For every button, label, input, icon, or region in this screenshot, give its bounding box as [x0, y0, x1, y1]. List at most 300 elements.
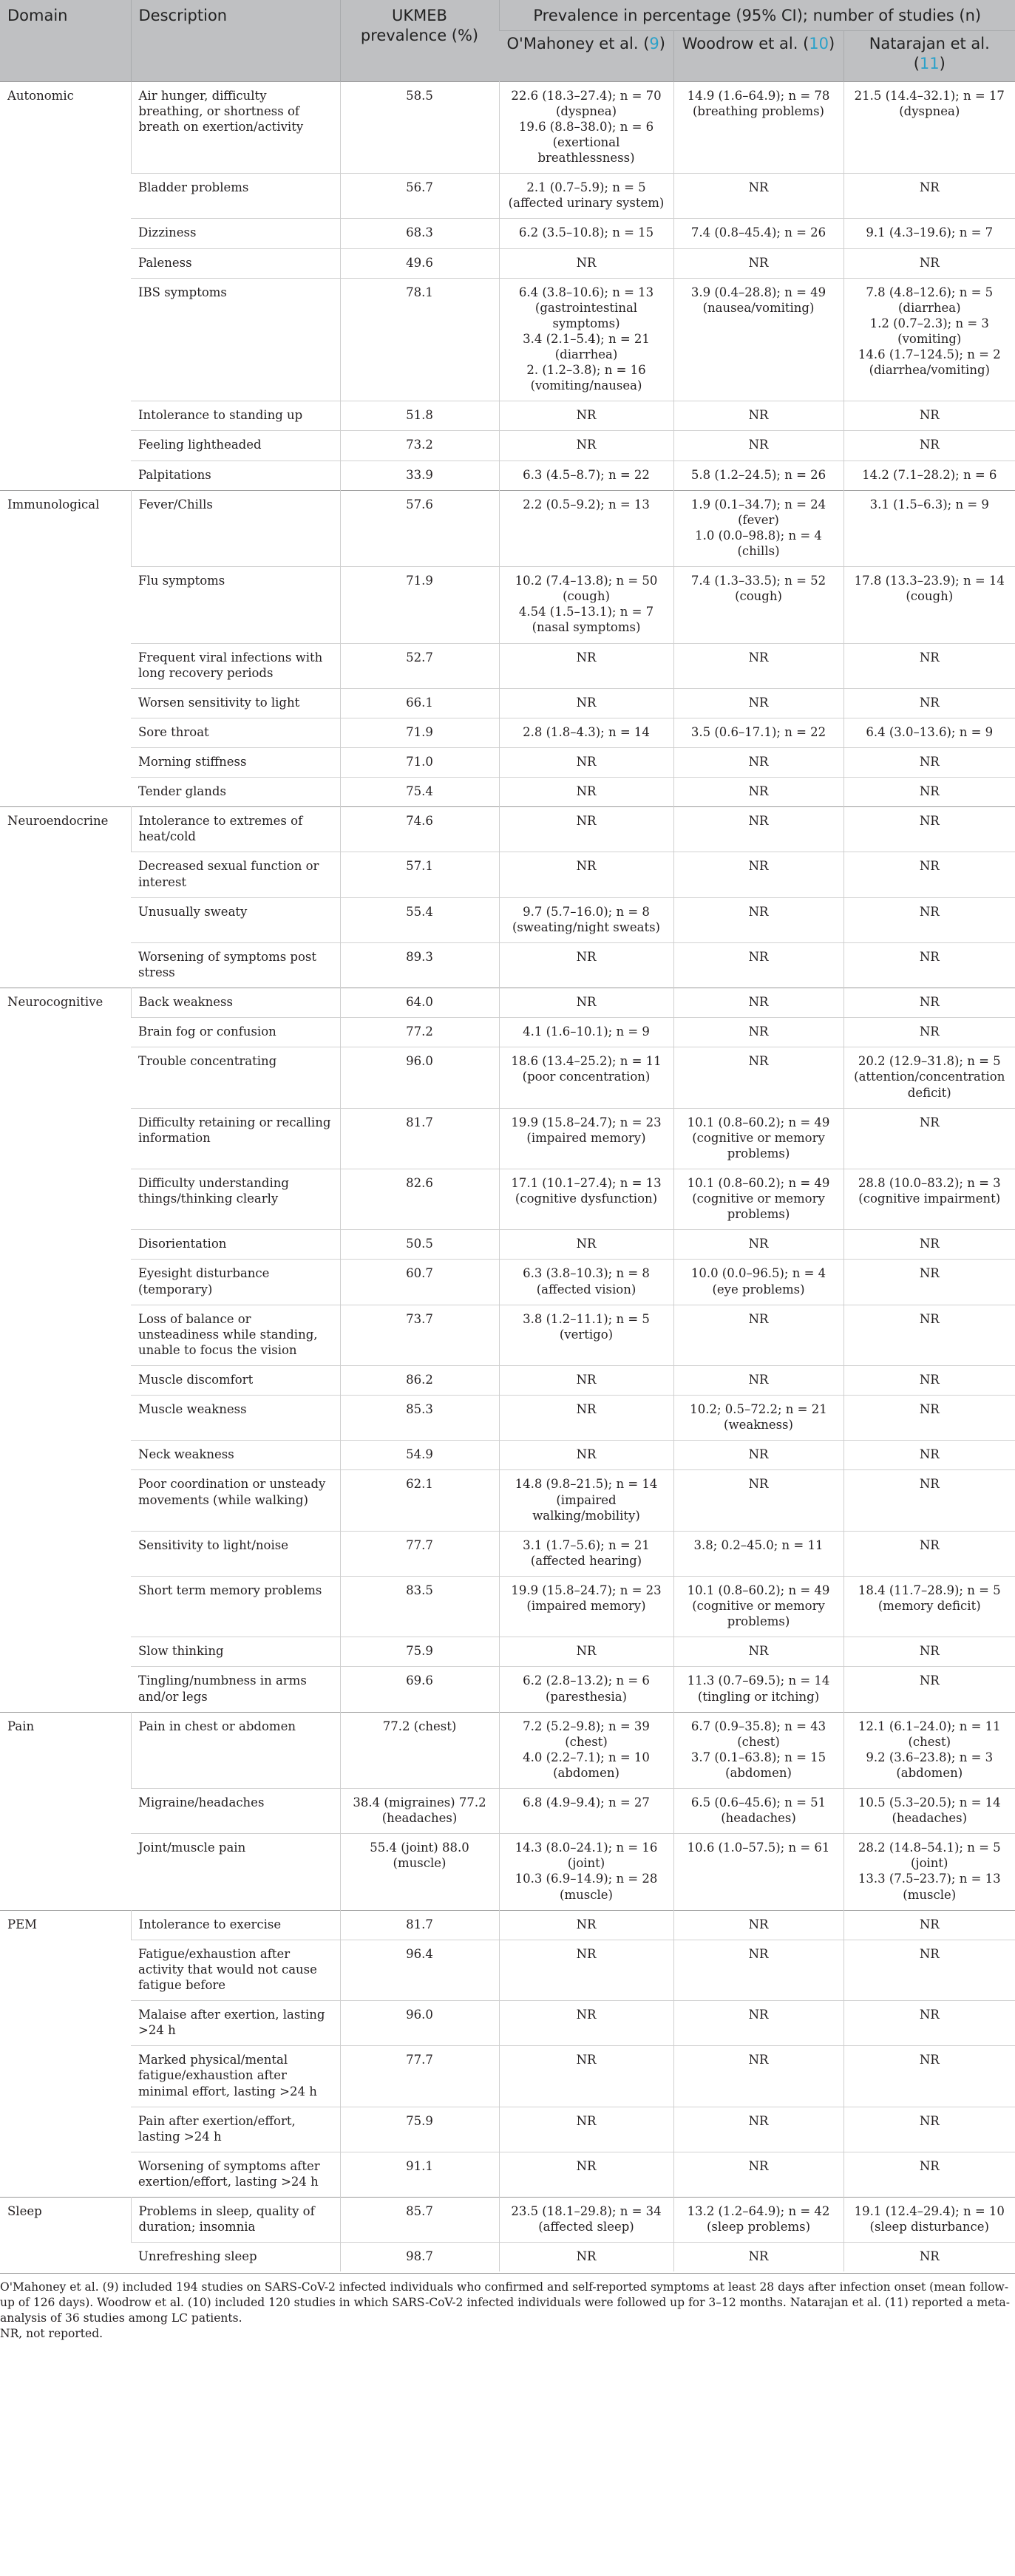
omahoney-value: NR — [576, 1237, 597, 1251]
description-cell: Bladder problems — [138, 180, 249, 195]
description-cell: Pain after exertion/effort, lasting >24 h — [138, 2113, 296, 2144]
natarajan-cell — [843, 2198, 1015, 2243]
description-cell: Worsening of symptoms post stress — [138, 949, 317, 979]
natarajan-value: 12.1 (6.1–24.0); n = 11 (chest) — [858, 1719, 1001, 1749]
ukmeb-cell: 71.9 — [340, 718, 499, 747]
table-row — [0, 1531, 1015, 1576]
omahoney-cell — [499, 897, 673, 942]
woodrow-cell — [673, 1047, 843, 1108]
woodrow-value: NR — [748, 859, 769, 874]
omahoney-value: 6.8 (4.9–9.4); n = 27 — [523, 1795, 650, 1810]
description-cell: Air hunger, difficulty breathing, or shortness of breath on exertion/activity — [131, 81, 340, 174]
omahoney-value: NR — [576, 859, 597, 874]
omahoney-value: 6.2 (3.5–10.8); n = 15 — [518, 225, 654, 240]
table-row — [0, 778, 1015, 807]
woodrow-cell — [673, 1169, 843, 1229]
ukmeb-cell: 98.7 — [340, 2243, 499, 2272]
natarajan-cell — [843, 1470, 1015, 1531]
woodrow-value: NR — [748, 784, 769, 799]
omahoney-cell — [499, 248, 673, 278]
ukmeb-cell: 78.1 — [340, 278, 499, 401]
omahoney-value: 10.2 (7.4–13.8); n = 50 (cough) — [515, 574, 658, 604]
ukmeb-cell: 77.7 — [340, 1531, 499, 1576]
woodrow-value: NR — [748, 1054, 769, 1069]
ukmeb-cell: 75.4 — [340, 778, 499, 807]
description-cell: Worsening of symptoms after exertion/effort, lasting >24 h — [138, 2158, 320, 2189]
woodrow-cell — [673, 1396, 843, 1441]
omahoney-value: NR — [576, 650, 597, 665]
natarajan-cell — [843, 1576, 1015, 1637]
omahoney-cell — [499, 81, 673, 174]
ukmeb-cell: 52.7 — [340, 643, 499, 688]
ukmeb-cell: 69.6 — [340, 1667, 499, 1712]
omahoney-value: 3.1 (1.7–5.6); n = 21 (affected hearing) — [523, 1537, 650, 1568]
table-row — [0, 1576, 1015, 1637]
omahoney-value: 4.54 (1.5–13.1); n = 7 (nasal symptoms) — [518, 605, 654, 635]
domain-cell: Immunological — [7, 497, 100, 512]
natarajan-value: NR — [919, 1447, 940, 1462]
ukmeb-cell: 68.3 — [340, 219, 499, 248]
description-cell: Unrefreshing sleep — [138, 2249, 257, 2264]
natarajan-cell — [843, 461, 1015, 490]
table-row — [0, 1910, 1015, 1940]
ukmeb-cell: 49.6 — [340, 248, 499, 278]
ukmeb-cell: 96.4 — [340, 1940, 499, 2000]
natarajan-value: 19.1 (12.4–29.4); n = 10 (sleep disturbance) — [854, 2204, 1005, 2235]
description-cell: IBS symptoms — [138, 285, 227, 299]
omahoney-value: 6.4 (3.8–10.6); n = 13 (gastrointestinal symptoms) — [518, 285, 654, 330]
natarajan-value: NR — [919, 1402, 940, 1417]
omahoney-cell — [499, 1260, 673, 1305]
woodrow-cell — [673, 1230, 843, 1260]
omahoney-cell — [499, 567, 673, 643]
omahoney-cell — [499, 942, 673, 988]
omahoney-value: 17.1 (10.1–27.4); n = 13 (cognitive dysfunction) — [511, 1175, 662, 1206]
table-row — [0, 1305, 1015, 1365]
woodrow-cell — [673, 1531, 843, 1576]
description-cell: Pain in chest or abdomen — [131, 1712, 340, 1788]
omahoney-cell — [499, 278, 673, 401]
natarajan-cell — [843, 1230, 1015, 1260]
natarajan-value: 14.2 (7.1–28.2); n = 6 — [862, 467, 997, 482]
ukmeb-cell: 89.3 — [340, 942, 499, 988]
woodrow-value: NR — [748, 949, 769, 964]
woodrow-cell — [673, 1940, 843, 2000]
table-row — [0, 490, 1015, 566]
description-cell: Tender glands — [138, 784, 226, 799]
natarajan-cell — [843, 1396, 1015, 1441]
table-row — [0, 248, 1015, 278]
ukmeb-cell: 55.4 — [340, 897, 499, 942]
description-cell: Dizziness — [138, 225, 197, 240]
omahoney-value: NR — [576, 1917, 597, 1931]
woodrow-cell — [673, 1576, 843, 1637]
description-cell: Feeling lightheaded — [138, 438, 262, 452]
natarajan-value: 9.1 (4.3–19.6); n = 7 — [866, 225, 994, 240]
woodrow-cell — [673, 1637, 843, 1667]
woodrow-cell — [673, 1712, 843, 1788]
ukmeb-cell: 77.7 — [340, 2046, 499, 2107]
ref-link[interactable]: 9 — [649, 34, 659, 52]
omahoney-value: 14.3 (8.0–24.1); n = 16 (joint) — [515, 1841, 658, 1871]
omahoney-value: 6.2 (2.8–13.2); n = 6 (paresthesia) — [523, 1673, 650, 1704]
table-row — [0, 174, 1015, 219]
description-cell: Neck weakness — [138, 1447, 234, 1462]
woodrow-cell — [673, 2198, 843, 2243]
description-cell: Intolerance to exercise — [131, 1910, 340, 1940]
ukmeb-cell: 71.9 — [340, 567, 499, 643]
description-cell: Difficulty understanding things/thinking clearly — [138, 1175, 289, 1206]
natarajan-value: NR — [919, 1917, 940, 1931]
woodrow-value: NR — [748, 438, 769, 452]
table-row — [0, 897, 1015, 942]
table-row — [0, 1230, 1015, 1260]
omahoney-value: 7.2 (5.2–9.8); n = 39 (chest) — [523, 1719, 650, 1749]
woodrow-value: 11.3 (0.7–69.5); n = 14 (tingling or itching) — [687, 1673, 830, 1704]
woodrow-value: NR — [748, 695, 769, 710]
omahoney-value: 2.8 (1.8–4.3); n = 14 — [523, 724, 650, 739]
ukmeb-cell: 54.9 — [340, 1441, 499, 1470]
natarajan-value: NR — [919, 255, 940, 270]
description-cell: Eyesight disturbance (temporary) — [138, 1266, 270, 1297]
omahoney-cell — [499, 1441, 673, 1470]
ukmeb-cell: 64.0 — [340, 988, 499, 1018]
woodrow-value: 1.0 (0.0–98.8); n = 4 (chills) — [695, 528, 822, 559]
natarajan-value: NR — [919, 1237, 940, 1251]
woodrow-value: 10.1 (0.8–60.2); n = 49 (cognitive or memory problems) — [687, 1583, 830, 1629]
ukmeb-cell: 73.7 — [340, 1305, 499, 1365]
woodrow-value: NR — [748, 1311, 769, 1326]
natarajan-value: NR — [919, 2249, 940, 2264]
description-cell: Short term memory problems — [138, 1583, 322, 1597]
header-natarajan: Natarajan et al. (11) — [843, 30, 1015, 81]
ukmeb-cell: 58.5 — [340, 81, 499, 174]
natarajan-value: NR — [919, 1372, 940, 1387]
description-cell: Muscle discomfort — [138, 1372, 254, 1387]
omahoney-cell — [499, 852, 673, 897]
woodrow-cell — [673, 1789, 843, 1834]
ukmeb-cell: 77.2 (chest) — [340, 1712, 499, 1788]
description-cell: Paleness — [138, 255, 192, 270]
omahoney-cell — [499, 2152, 673, 2197]
natarajan-cell — [843, 2001, 1015, 2046]
woodrow-value: 10.0 (0.0–96.5); n = 4 (eye problems) — [690, 1266, 826, 1297]
natarajan-value: NR — [919, 1946, 940, 1961]
omahoney-cell — [499, 1834, 673, 1910]
description-cell: Flu symptoms — [138, 574, 225, 588]
natarajan-cell — [843, 81, 1015, 174]
omahoney-value: 2. (1.2–3.8); n = 16 (vomiting/nausea) — [526, 363, 646, 393]
footnote-studies: O'Mahoney et al. (9) included 194 studies on SARS-CoV-2 infected individuals who confirmed and self-reported symptoms at least 28 days after infection onset (mean follow-up of 126 days). Woodrow et al. (10) included 120 studies in which SARS-CoV-2 infected individuals were followed up for 3–12 months. Natarajan et al. (11) reported a meta-analysis of 36 studies among LC patients. — [0, 2280, 1010, 2325]
woodrow-cell — [673, 174, 843, 219]
natarajan-value: NR — [919, 1311, 940, 1326]
natarajan-value: NR — [919, 2053, 940, 2067]
natarajan-cell — [843, 2243, 1015, 2272]
natarajan-value: NR — [919, 814, 940, 829]
omahoney-cell — [499, 461, 673, 490]
ukmeb-cell: 66.1 — [340, 688, 499, 718]
natarajan-value: NR — [919, 2113, 940, 2128]
natarajan-cell — [843, 1637, 1015, 1667]
omahoney-cell — [499, 1667, 673, 1712]
woodrow-value: NR — [748, 1644, 769, 1659]
omahoney-value: NR — [576, 755, 597, 769]
omahoney-cell — [499, 174, 673, 219]
natarajan-cell — [843, 1365, 1015, 1395]
woodrow-cell — [673, 1260, 843, 1305]
natarajan-cell — [843, 1047, 1015, 1108]
domain-cell: PEM — [7, 1917, 38, 1931]
ukmeb-cell: 81.7 — [340, 1910, 499, 1940]
natarajan-cell — [843, 490, 1015, 566]
woodrow-cell — [673, 2152, 843, 2197]
description-cell: Poor coordination or unsteady movements (while walking) — [138, 1477, 326, 1507]
table-row — [0, 1637, 1015, 1667]
omahoney-value: 2.2 (0.5–9.2); n = 13 — [523, 497, 650, 512]
woodrow-cell — [673, 461, 843, 490]
ukmeb-cell: 62.1 — [340, 1470, 499, 1531]
omahoney-cell — [499, 1230, 673, 1260]
ukmeb-cell: 56.7 — [340, 174, 499, 219]
natarajan-value: NR — [919, 695, 940, 710]
woodrow-value: 3.5 (0.6–17.1); n = 22 — [690, 724, 826, 739]
table-row — [0, 461, 1015, 490]
omahoney-cell — [499, 1169, 673, 1229]
omahoney-value: NR — [576, 784, 597, 799]
description-cell: Disorientation — [138, 1237, 227, 1251]
table-row — [0, 807, 1015, 852]
woodrow-value: NR — [748, 408, 769, 423]
description-cell: Problems in sleep, quality of duration; insomnia — [131, 2198, 340, 2243]
ukmeb-cell: 57.6 — [340, 490, 499, 566]
table-row — [0, 1108, 1015, 1169]
natarajan-cell — [843, 1305, 1015, 1365]
natarajan-cell — [843, 1169, 1015, 1229]
woodrow-value: NR — [748, 2158, 769, 2173]
woodrow-value: 10.6 (1.0–57.5); n = 61 — [687, 1841, 830, 1855]
woodrow-value: 1.9 (0.1–34.7); n = 24 (fever) — [690, 497, 826, 527]
natarajan-cell — [843, 2107, 1015, 2152]
omahoney-value: NR — [576, 995, 597, 1010]
natarajan-value: 6.4 (3.0–13.6); n = 9 — [866, 724, 994, 739]
table-row — [0, 1789, 1015, 1834]
natarajan-value: 9.2 (3.6–23.8); n = 3 (abdomen) — [866, 1750, 994, 1780]
natarajan-value: 17.8 (13.3–23.9); n = 14 (cough) — [854, 574, 1005, 604]
woodrow-value: NR — [748, 180, 769, 195]
woodrow-value: 3.9 (0.4–28.8); n = 49 (nausea/vomiting) — [690, 285, 826, 315]
woodrow-value: 3.7 (0.1–63.8); n = 15 (abdomen) — [690, 1750, 826, 1780]
ukmeb-cell: 57.1 — [340, 852, 499, 897]
description-cell: Trouble concentrating — [138, 1054, 277, 1069]
description-cell: Worsen sensitivity to light — [138, 695, 300, 710]
table-row — [0, 1047, 1015, 1108]
ukmeb-cell: 50.5 — [340, 1230, 499, 1260]
description-cell: Decreased sexual function or interest — [138, 859, 319, 889]
natarajan-value: NR — [919, 755, 940, 769]
natarajan-cell — [843, 278, 1015, 401]
woodrow-value: 7.4 (0.8–45.4); n = 26 — [690, 225, 826, 240]
omahoney-value: NR — [576, 2113, 597, 2128]
table-row — [0, 1712, 1015, 1788]
woodrow-value: NR — [748, 1372, 769, 1387]
natarajan-cell — [843, 219, 1015, 248]
omahoney-value: 10.3 (6.9–14.9); n = 28 (muscle) — [515, 1872, 658, 1902]
natarajan-value: 10.5 (5.3–20.5); n = 14 (headaches) — [858, 1795, 1001, 1826]
omahoney-cell — [499, 2107, 673, 2152]
natarajan-value: NR — [919, 1115, 940, 1129]
table-row — [0, 942, 1015, 988]
natarajan-value: 28.2 (14.8–54.1); n = 5 (joint) — [858, 1841, 1001, 1871]
ukmeb-cell: 71.0 — [340, 748, 499, 778]
omahoney-value: 3.8 (1.2–11.1); n = 5 (vertigo) — [523, 1311, 650, 1342]
omahoney-value: 18.6 (13.4–25.2); n = 11 (poor concentration) — [511, 1054, 662, 1084]
table-row — [0, 1169, 1015, 1229]
domain-cell: Pain — [7, 1719, 35, 1733]
omahoney-value: 6.3 (3.8–10.3); n = 8 (affected vision) — [523, 1266, 650, 1297]
ref-link[interactable]: 10 — [809, 34, 829, 52]
woodrow-value: NR — [748, 1024, 769, 1039]
woodrow-value: NR — [748, 1477, 769, 1492]
natarajan-value: NR — [919, 408, 940, 423]
ukmeb-cell: 91.1 — [340, 2152, 499, 2197]
omahoney-cell — [499, 219, 673, 248]
natarajan-value: NR — [919, 180, 940, 195]
table-row — [0, 1260, 1015, 1305]
ref-link[interactable]: 11 — [919, 54, 940, 72]
omahoney-cell — [499, 778, 673, 807]
natarajan-cell — [843, 1108, 1015, 1169]
woodrow-cell — [673, 2001, 843, 2046]
natarajan-cell — [843, 1667, 1015, 1712]
table-row — [0, 1834, 1015, 1910]
woodrow-value: 10.1 (0.8–60.2); n = 49 (cognitive or memory problems) — [687, 1175, 830, 1222]
omahoney-cell — [499, 1396, 673, 1441]
description-cell: Muscle weakness — [138, 1402, 247, 1417]
table-row — [0, 748, 1015, 778]
header-prevalence: Prevalence in percentage (95% CI); number of studies (n) — [499, 0, 1015, 30]
omahoney-value: 19.9 (15.8–24.7); n = 23 (impaired memory) — [511, 1115, 662, 1145]
omahoney-cell — [499, 490, 673, 566]
natarajan-cell — [843, 1789, 1015, 1834]
natarajan-value: 3.1 (1.5–6.3); n = 9 — [869, 497, 989, 512]
omahoney-value: NR — [576, 1946, 597, 1961]
woodrow-value: NR — [748, 255, 769, 270]
woodrow-value: 5.8 (1.2–24.5); n = 26 — [690, 467, 826, 482]
omahoney-value: 3.4 (2.1–5.4); n = 21 (diarrhea) — [523, 331, 650, 362]
omahoney-value: 22.6 (18.3–27.4); n = 70 (dyspnea) — [511, 88, 662, 118]
natarajan-value: NR — [919, 2158, 940, 2173]
omahoney-value: NR — [576, 1402, 597, 1417]
natarajan-value: 1.2 (0.7–2.3); n = 3 (vomiting) — [869, 316, 989, 346]
header-description: Description — [131, 0, 340, 81]
omahoney-value: 6.3 (4.5–8.7); n = 22 — [523, 467, 650, 482]
description-cell: Brain fog or confusion — [138, 1024, 276, 1039]
table-row — [0, 219, 1015, 248]
omahoney-cell — [499, 1940, 673, 2000]
natarajan-value: 20.2 (12.9–31.8); n = 5 (attention/concentration deficit) — [854, 1054, 1005, 1100]
omahoney-cell — [499, 2198, 673, 2243]
header-woodrow: Woodrow et al. (10) — [673, 30, 843, 81]
domain-cell: Autonomic — [7, 88, 74, 103]
omahoney-cell — [499, 807, 673, 852]
omahoney-value: NR — [576, 1447, 597, 1462]
omahoney-cell — [499, 718, 673, 747]
description-cell: Back weakness — [131, 988, 340, 1018]
omahoney-cell — [499, 401, 673, 431]
omahoney-cell — [499, 2243, 673, 2272]
omahoney-cell — [499, 2001, 673, 2046]
woodrow-value: 6.7 (0.9–35.8); n = 43 (chest) — [690, 1719, 826, 1749]
woodrow-cell — [673, 1834, 843, 1910]
woodrow-value: NR — [748, 2053, 769, 2067]
description-cell: Unusually sweaty — [138, 904, 248, 919]
table-row — [0, 2001, 1015, 2046]
natarajan-cell — [843, 1712, 1015, 1788]
natarajan-value: NR — [919, 784, 940, 799]
omahoney-value: 14.8 (9.8–21.5); n = 14 (impaired walking/mobility) — [515, 1477, 658, 1523]
natarajan-value: NR — [919, 859, 940, 874]
natarajan-cell — [843, 942, 1015, 988]
woodrow-cell — [673, 778, 843, 807]
omahoney-cell — [499, 431, 673, 461]
woodrow-cell — [673, 807, 843, 852]
omahoney-cell — [499, 1108, 673, 1169]
ukmeb-cell: 82.6 — [340, 1169, 499, 1229]
woodrow-cell — [673, 1018, 843, 1047]
natarajan-cell — [843, 778, 1015, 807]
omahoney-cell — [499, 643, 673, 688]
ukmeb-cell: 86.2 — [340, 1365, 499, 1395]
ukmeb-cell: 73.2 — [340, 431, 499, 461]
table-footnotes — [0, 2273, 1015, 2342]
omahoney-cell — [499, 1470, 673, 1531]
ukmeb-cell: 38.4 (migraines) 77.2 (headaches) — [340, 1789, 499, 1834]
natarajan-value: NR — [919, 949, 940, 964]
table-row — [0, 2243, 1015, 2272]
natarajan-value: NR — [919, 1477, 940, 1492]
woodrow-value: NR — [748, 755, 769, 769]
natarajan-value: 7.8 (4.8–12.6); n = 5 (diarrhea) — [866, 285, 994, 315]
woodrow-cell — [673, 1305, 843, 1365]
natarajan-value: 14.6 (1.7–124.5); n = 2 (diarrhea/vomiting) — [858, 347, 1001, 378]
ukmeb-cell: 81.7 — [340, 1108, 499, 1169]
ukmeb-cell: 33.9 — [340, 461, 499, 490]
natarajan-value: NR — [919, 438, 940, 452]
description-cell: Difficulty retaining or recalling information — [138, 1115, 331, 1145]
woodrow-cell — [673, 942, 843, 988]
natarajan-cell — [843, 1018, 1015, 1047]
omahoney-cell — [499, 1910, 673, 1940]
table-row — [0, 852, 1015, 897]
natarajan-cell — [843, 897, 1015, 942]
ukmeb-cell: 51.8 — [340, 401, 499, 431]
woodrow-value: NR — [748, 1237, 769, 1251]
ukmeb-cell: 96.0 — [340, 2001, 499, 2046]
natarajan-cell — [843, 401, 1015, 431]
omahoney-cell — [499, 1576, 673, 1637]
table-row — [0, 2198, 1015, 2243]
natarajan-cell — [843, 1441, 1015, 1470]
omahoney-value: 9.7 (5.7–16.0); n = 8 (sweating/night sweats) — [512, 904, 660, 934]
header-ukmeb: UKMEB prevalence (%) — [340, 0, 499, 81]
natarajan-cell — [843, 431, 1015, 461]
description-cell: Morning stiffness — [138, 755, 247, 769]
description-cell: Marked physical/mental fatigue/exhaustion after minimal effort, lasting >24 h — [138, 2053, 317, 2098]
omahoney-value: NR — [576, 2249, 597, 2264]
omahoney-cell — [499, 1712, 673, 1788]
omahoney-cell — [499, 688, 673, 718]
woodrow-cell — [673, 219, 843, 248]
